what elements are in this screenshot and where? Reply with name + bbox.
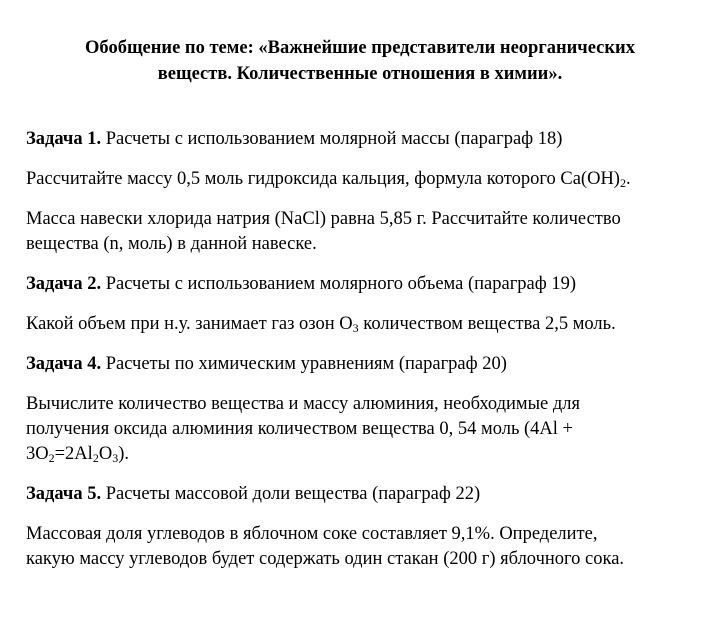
problem-5-line-2: какую массу углеводов будет содержать один стакан (200 г) яблочного сока.: [26, 549, 625, 569]
task-1-title: Расчеты с использованием молярной массы (параграф 18): [105, 129, 563, 149]
problem-1a-text: Рассчитайте массу 0,5 моль гидроксида кальция, формула которого Ca(OH): [26, 169, 620, 189]
document-body: [26, 127, 694, 572]
task-5-title: Расчеты массовой доли вещества (параграф 22): [105, 484, 481, 504]
task-1-heading: [26, 127, 694, 152]
problem-4-line-1: Вычислите количество вещества и массу алюминия, необходимые для: [26, 394, 581, 414]
problem-2: [26, 312, 694, 337]
problem-1b-line-1: Масса навески хлорида натрия (NaCl) равна 5,85 г. Рассчитайте количество: [26, 209, 621, 229]
task-4-heading: [26, 352, 694, 377]
equation-sub-1: 2: [48, 451, 55, 465]
problem-2-text-1: Какой объем при н.у. занимает газ озон O: [26, 314, 353, 334]
task-2-title: Расчеты с использованием молярного объема (параграф 19): [105, 274, 577, 294]
task-5-label: Задача 5.: [26, 484, 102, 504]
document-title: [26, 0, 694, 87]
problem-1a: [26, 167, 694, 192]
problem-1b: [26, 207, 694, 257]
title-line-1: Обобщение по теме: «Важнейшие представители неорганических: [85, 38, 635, 58]
problem-4: [26, 392, 694, 467]
problem-1a-subscript: 2: [619, 176, 626, 190]
problem-2-text-2: количеством вещества 2,5 моль.: [358, 314, 616, 334]
problem-4-line-2: получения оксида алюминия количеством вещества 0, 54 моль (4Al +: [26, 419, 573, 439]
task-4-label: Задача 4.: [26, 354, 102, 374]
equation-sub-3: 3: [112, 451, 119, 465]
equation-sub-2: 2: [92, 451, 99, 465]
problem-5-line-1: Массовая доля углеводов в яблочном соке составляет 9,1%. Определите,: [26, 524, 598, 544]
task-4-title: Расчеты по химическим уравнениям (параграф 20): [105, 354, 507, 374]
equation-part-b: =2Al: [54, 444, 93, 464]
title-line-2: веществ. Количественные отношения в химии».: [157, 64, 563, 84]
task-2-label: Задача 2.: [26, 274, 102, 294]
equation-part-c: O: [98, 444, 113, 464]
task-2-heading: [26, 272, 694, 297]
problem-4-line-3: [26, 444, 129, 464]
task-5-heading: [26, 482, 694, 507]
equation-part-a: 3O: [26, 444, 49, 464]
problem-5: [26, 522, 694, 572]
task-1-label: Задача 1.: [26, 129, 102, 149]
problem-2-subscript: 3: [352, 321, 359, 335]
problem-1a-end: .: [625, 169, 631, 189]
problem-1b-line-2: вещества (n, моль) в данной навеске.: [26, 234, 317, 254]
equation-part-d: ).: [118, 444, 129, 464]
